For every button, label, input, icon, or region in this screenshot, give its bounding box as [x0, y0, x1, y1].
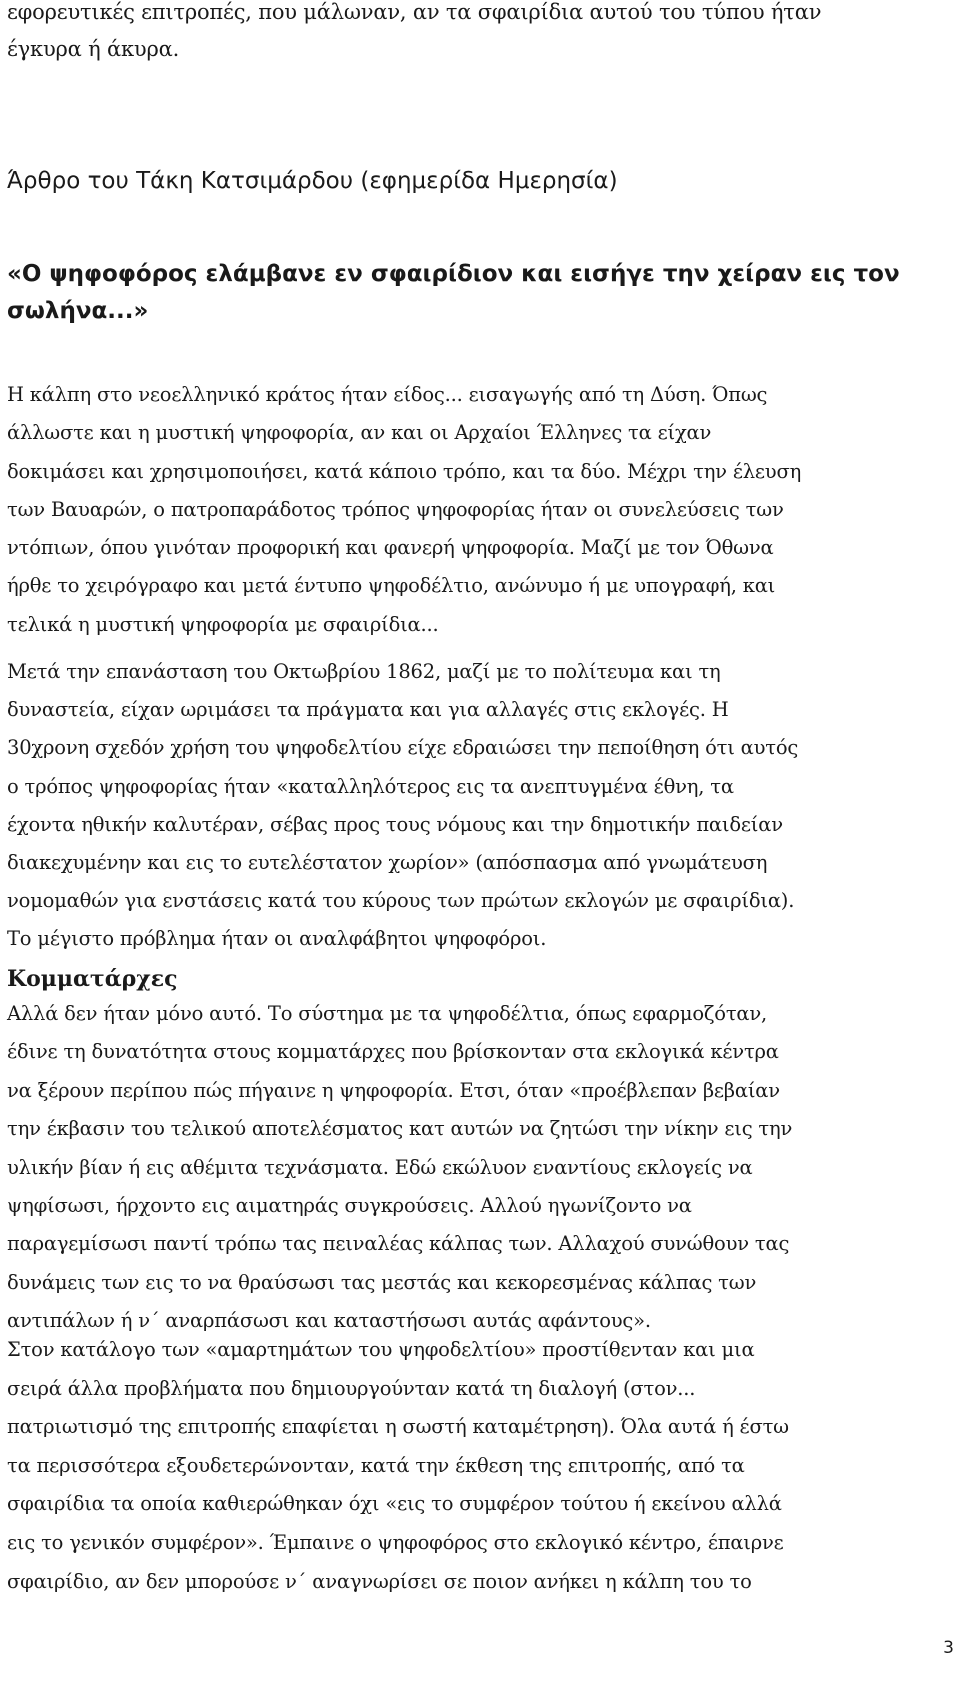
paragraph-line: δυναστεία, είχαν ωριμάσει τα πράγματα και για αλλαγές στις εκλογές. Η [7, 698, 729, 722]
paragraph-line: εις το γενικόν συμφέρον». Έμπαινε ο ψηφοφόρος στο εκλογικό κέντρο, έπαιρνε [7, 1530, 784, 1554]
intro-line: έγκυρα ή άκυρα. [7, 37, 180, 61]
paragraph-3 [7, 995, 940, 1341]
page-number: 3 [943, 1638, 954, 1658]
intro-paragraph [7, 0, 940, 68]
paragraph-line: Το μέγιστο πρόβλημα ήταν οι αναλφάβητοι ψηφοφόροι. [7, 927, 547, 951]
paragraph-line: διακεχυμένην και εις το ευτελέστατον χωρίον» (απόσπασμα από γνωμάτευση [7, 851, 768, 875]
paragraph-line: δοκιμάσει και χρησιμοποιήσει, κατά κάποιο τρόπο, και τα δύο. Μέχρι την έλευση [7, 459, 802, 483]
paragraph-4 [7, 1331, 940, 1601]
section-heading: Κομματάρχες [7, 966, 178, 992]
paragraph-line: έχοντα ηθικήν καλυτέραν, σέβας προς τους νόμους και την δημοτικήν παιδείαν [7, 812, 783, 836]
paragraph-line: δυνάμεις των εις το να θραύσωσι τας μεστάς και κεκορεσμένας κάλπας των [7, 1270, 757, 1294]
paragraph-line: τα περισσότερα εξουδετερώνονταν, κατά την έκθεση της επιτροπής, από τα [7, 1453, 745, 1477]
quote-line: «Ο ψηφοφόρος ελάμβανε εν σφαιρίδιον και εισήγε την χείραν εις τον [7, 261, 900, 287]
paragraph-line: άλλωστε και η μυστική ψηφοφορία, αν και οι Αρχαίοι Έλληνες τα είχαν [7, 421, 712, 445]
paragraph-line: ήρθε το χειρόγραφο και μετά έντυπο ψηφοδέλτιο, ανώνυμο ή με υπογραφή, και [7, 574, 776, 598]
paragraph-line: Η κάλπη στο νεοελληνικό κράτος ήταν είδος... εισαγωγής από τη Δύση. Όπως [7, 383, 768, 406]
paragraph-line: 30χρονη σχεδόν χρήση του ψηφοδελτίου είχε εδραιώσει την πεποίθηση ότι αυτός [7, 736, 799, 760]
paragraph-line: παραγεμίσωσι παντί τρόπω τας πειναλέας κάλπας των. Αλλαχού συνώθουν τας [7, 1232, 790, 1256]
paragraph-line: των Βαυαρών, ο πατροπαράδοτος τρόπος ψηφοφορίας ήταν οι συνελεύσεις των [7, 497, 784, 521]
quote-line: σωλήνα...» [7, 298, 149, 324]
paragraph-line: την έκβασιν του τελικού αποτελέσματος κατ αυτών να ζητώσι την νίκην εις την [7, 1117, 793, 1141]
paragraph-line: ντόπιων, όπου γινόταν προφορική και φανερή ψηφοφορία. Μαζί με τον Όθωνα [7, 536, 774, 560]
article-title: Άρθρο του Τάκη Κατσιμάρδου (εφημερίδα Ημερησία) [7, 168, 618, 194]
paragraph-line: ψηφίσωσι, ήρχοντο εις αιματηράς συγκρούσεις. Αλλού ηγωνίζοντο να [7, 1194, 692, 1218]
paragraph-line: σφαιρίδιο, αν δεν μπορούσε ν΄ αναγνωρίσει σε ποιον ανήκει η κάλπη του το [7, 1569, 752, 1593]
paragraph-line: πατριωτισμό της επιτροπής επαφίεται η σωστή καταμέτρηση). Όλα αυτά ή έστω [7, 1415, 789, 1439]
paragraph-line: Στον κατάλογο των «αμαρτημάτων του ψηφοδελτίου» προστίθενταν και μια [7, 1338, 755, 1361]
paragraph-line: σειρά άλλα προβλήματα που δημιουργούνταν κατά τη διαλογή (στον... [7, 1376, 696, 1400]
paragraph-line: να ξέρουν περίπου πώς πήγαινε η ψηφοφορία. Ετσι, όταν «προέβλεπαν βεβαίαν [7, 1078, 780, 1102]
paragraph-line: έδινε τη δυνατότητα στους κομματάρχες που βρίσκονταν στα εκλογικά κέντρα [7, 1040, 779, 1064]
paragraph-line: αντιπάλων ή ν΄ αναρπάσωσι και καταστήσωσι αυτάς αφάντους». [7, 1309, 651, 1333]
paragraph-line: νομομαθών για ενστάσεις κατά του κύρους των πρώτων εκλογών με σφαιρίδια). [7, 889, 795, 913]
intro-line: εφορευτικές επιτροπές, που μάλωναν, αν τα σφαιρίδια αυτού του τύπου ήταν [7, 0, 822, 24]
paragraph-line: ο τρόπος ψηφοφορίας ήταν «καταλληλότερος εις τα ανεπτυγμένα έθνη, τα [7, 774, 734, 798]
paragraph-line: Αλλά δεν ήταν μόνο αυτό. Το σύστημα με τα ψηφοδέλτια, όπως εφαρμοζόταν, [7, 1002, 768, 1025]
paragraph-1 [7, 376, 940, 644]
paragraph-line: σφαιρίδια τα οποία καθιερώθηκαν όχι «εις το συμφέρον τούτου ή εκείνου αλλά [7, 1492, 782, 1516]
paragraph-line: Μετά την επανάσταση του Οκτωβρίου 1862, μαζί με το πολίτευμα και τη [7, 660, 721, 683]
paragraph-line: τελικά η μυστική ψηφοφορία με σφαιρίδια... [7, 612, 439, 636]
paragraph-line: υλικήν βίαν ή εις αθέμιτα τεχνάσματα. Εδώ εκώλυον εναντίους εκλογείς να [7, 1155, 753, 1179]
paragraph-2 [7, 653, 940, 959]
article-quote-heading [7, 256, 940, 330]
